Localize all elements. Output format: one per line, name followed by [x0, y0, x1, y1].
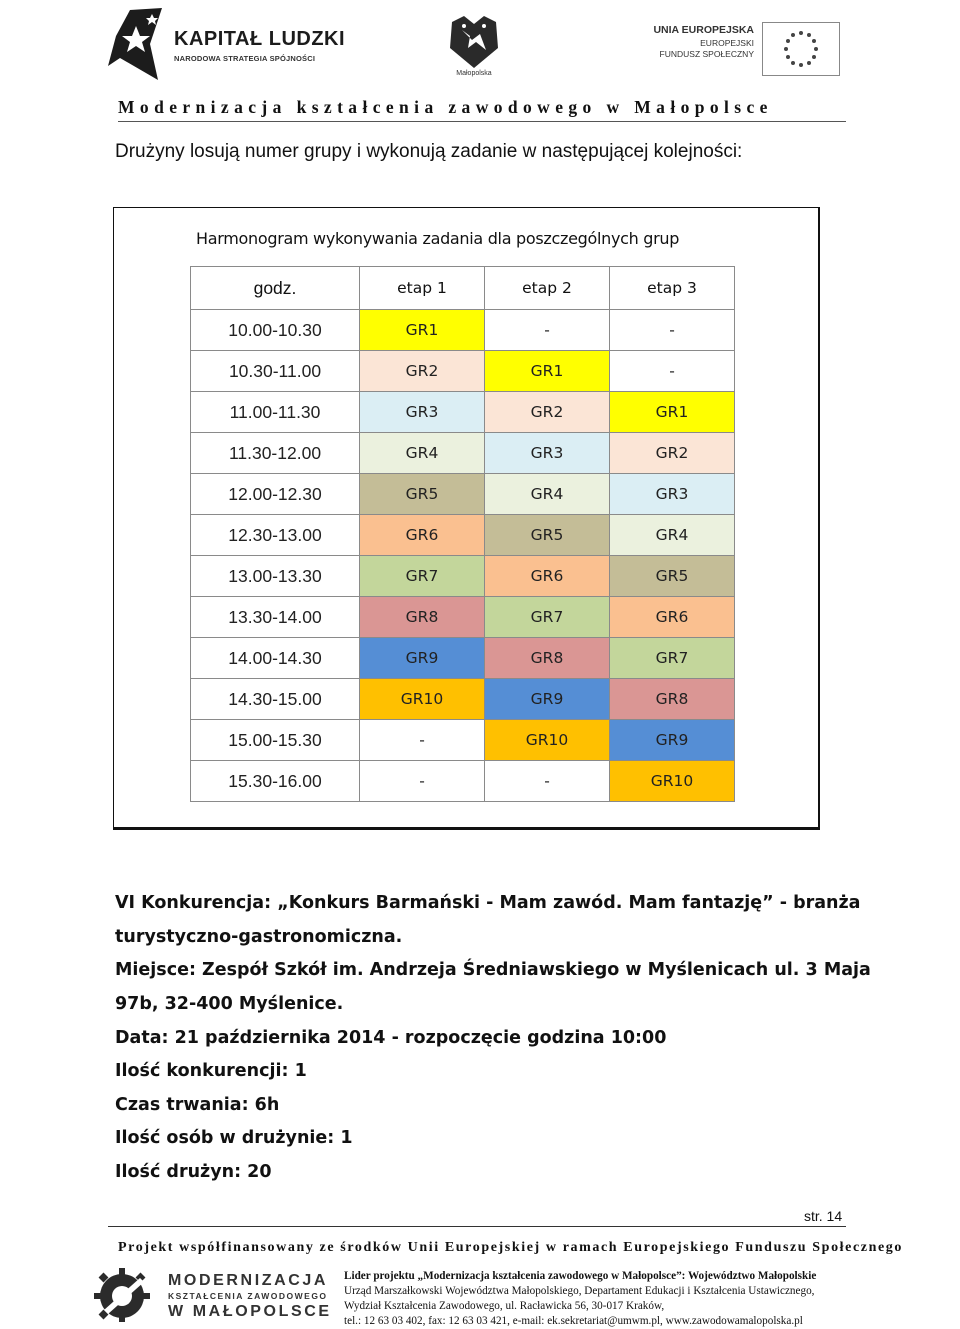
mkz-logo-line1: MODERNIZACJA: [168, 1272, 329, 1289]
time-cell: 15.30-16.00: [191, 761, 360, 802]
competition-count: Ilość konkurencji: 1: [115, 1061, 307, 1081]
footer-info-contact: tel.: 12 63 03 402, fax: 12 63 03 421, e-mail: ek.sekretariat@umwm.pl, www.zawodowamalopolska.pl: [344, 1315, 803, 1327]
table-row: [191, 351, 735, 392]
group-cell: -: [610, 310, 735, 351]
group-cell: GR6: [360, 515, 485, 556]
group-cell: GR6: [610, 597, 735, 638]
group-cell: -: [485, 761, 610, 802]
group-cell: -: [610, 351, 735, 392]
mkz-logo-line3: W MAŁOPOLSCE: [168, 1303, 332, 1320]
group-cell: GR10: [360, 679, 485, 720]
footer-info-office: Urząd Marszałkowski Województwa Małopolskiego, Departament Edukacji i Kształcenia Ustawicznego,: [344, 1285, 815, 1297]
schedule-caption: Harmonogram wykonywania zadania dla poszczególnych grup: [196, 229, 680, 248]
table-row: [191, 679, 735, 720]
competition-title-line1: VI Konkurencja: „Konkurs Barmański - Mam zawód. Mam fantazję” - branża: [115, 893, 861, 913]
header-title: Modernizacja kształcenia zawodowego w Małopolsce: [118, 97, 773, 117]
header-stage-1: etap 1: [360, 267, 485, 310]
time-cell: 11.00-11.30: [191, 392, 360, 433]
group-cell: GR10: [610, 761, 735, 802]
group-cell: GR8: [360, 597, 485, 638]
footer-info-leader: Lider projektu „Modernizacja kształcenia zawodowego w Małopolsce”: Województwo Małopolskie: [344, 1270, 817, 1282]
group-cell: GR2: [485, 392, 610, 433]
page-number: str. 14: [804, 1208, 843, 1224]
table-row: [191, 720, 735, 761]
header-stage-3: etap 3: [610, 267, 735, 310]
group-cell: GR3: [360, 392, 485, 433]
malopolska-logo: [442, 14, 506, 84]
group-cell: -: [360, 761, 485, 802]
eu-logo-line2: EUROPEJSKI: [700, 38, 754, 48]
team-count-line: Ilość drużyn: 20: [115, 1162, 272, 1182]
malopolska-logo-label: Małopolska: [456, 70, 492, 77]
duration-line: Czas trwania: 6h: [115, 1095, 280, 1115]
group-cell: GR6: [485, 556, 610, 597]
time-cell: 12.00-12.30: [191, 474, 360, 515]
table-row: [191, 597, 735, 638]
group-cell: GR5: [360, 474, 485, 515]
location-line1: Miejsce: Zespół Szkół im. Andrzeja Średniawskiego w Myślenicach ul. 3 Maja: [115, 960, 871, 980]
time-cell: 12.30-13.00: [191, 515, 360, 556]
footer-info-address: Wydział Kształcenia Zawodowego, ul. Racławicka 56, 30-017 Kraków,: [344, 1300, 665, 1312]
group-cell: -: [360, 720, 485, 761]
group-cell: GR8: [610, 679, 735, 720]
footer-divider: [108, 1226, 846, 1227]
time-cell: 11.30-12.00: [191, 433, 360, 474]
eu-logo: [652, 22, 848, 78]
footer-contact-info: [344, 1269, 816, 1329]
group-cell: GR3: [610, 474, 735, 515]
kl-logo-title: KAPITAŁ LUDZKI: [174, 28, 346, 50]
time-cell: 14.00-14.30: [191, 638, 360, 679]
group-cell: GR1: [610, 392, 735, 433]
group-cell: GR4: [360, 433, 485, 474]
group-cell: -: [485, 310, 610, 351]
group-cell: GR5: [610, 556, 735, 597]
eu-flag-icon: [762, 22, 840, 76]
eu-logo-line3: FUNDUSZ SPOŁECZNY: [659, 49, 754, 59]
time-cell: 10.00-10.30: [191, 310, 360, 351]
table-row: [191, 638, 735, 679]
table-row: [191, 392, 735, 433]
group-cell: GR4: [485, 474, 610, 515]
time-cell: 10.30-11.00: [191, 351, 360, 392]
time-cell: 14.30-15.00: [191, 679, 360, 720]
group-cell: GR9: [610, 720, 735, 761]
group-cell: GR8: [485, 638, 610, 679]
header-divider: [118, 121, 846, 122]
time-cell: 15.00-15.30: [191, 720, 360, 761]
group-cell: GR3: [485, 433, 610, 474]
group-cell: GR2: [360, 351, 485, 392]
date-line: Data: 21 października 2014 - rozpoczęcie godzina 10:00: [115, 1028, 667, 1048]
star-logo-icon: [106, 6, 166, 82]
mkz-logo-line2: KSZTAŁCENIA ZAWODOWEGO: [168, 1291, 328, 1301]
gear-logo-icon: [92, 1266, 156, 1322]
time-cell: 13.00-13.30: [191, 556, 360, 597]
table-row: [191, 310, 735, 351]
group-cell: GR4: [610, 515, 735, 556]
kl-logo-subtitle: NARODOWA STRATEGIA SPÓJNOŚCI: [174, 54, 316, 63]
kapital-ludzki-logo: [100, 6, 350, 82]
team-size-line: Ilość osób w drużynie: 1: [115, 1128, 353, 1148]
group-cell: GR7: [360, 556, 485, 597]
schedule-header-row: [191, 267, 735, 310]
table-row: [191, 433, 735, 474]
table-row: [191, 515, 735, 556]
intro-text: Drużyny losują numer grupy i wykonują zadanie w następującej kolejności:: [115, 141, 743, 162]
footer-title: Projekt współfinansowany ze środków Unii Europejskiej w ramach Europejskiego Funduszu Społecznego: [118, 1240, 904, 1255]
header-stage-2: etap 2: [485, 267, 610, 310]
modernizacja-logo: [92, 1266, 332, 1322]
competition-title-line2: turystyczno-gastronomiczna.: [115, 927, 403, 947]
group-cell: GR9: [485, 679, 610, 720]
header-time: godz.: [191, 267, 360, 310]
group-cell: GR1: [485, 351, 610, 392]
group-cell: GR5: [485, 515, 610, 556]
table-row: [191, 556, 735, 597]
group-cell: GR2: [610, 433, 735, 474]
table-row: [191, 474, 735, 515]
eu-logo-line1: UNIA EUROPEJSKA: [653, 24, 754, 36]
schedule-table: [190, 266, 735, 802]
group-cell: GR10: [485, 720, 610, 761]
location-line2: 97b, 32-400 Myślenice.: [115, 994, 344, 1014]
group-cell: GR9: [360, 638, 485, 679]
time-cell: 13.30-14.00: [191, 597, 360, 638]
malopolska-emblem-icon: [442, 14, 506, 70]
group-cell: GR7: [610, 638, 735, 679]
group-cell: GR1: [360, 310, 485, 351]
group-cell: GR7: [485, 597, 610, 638]
table-row: [191, 761, 735, 802]
